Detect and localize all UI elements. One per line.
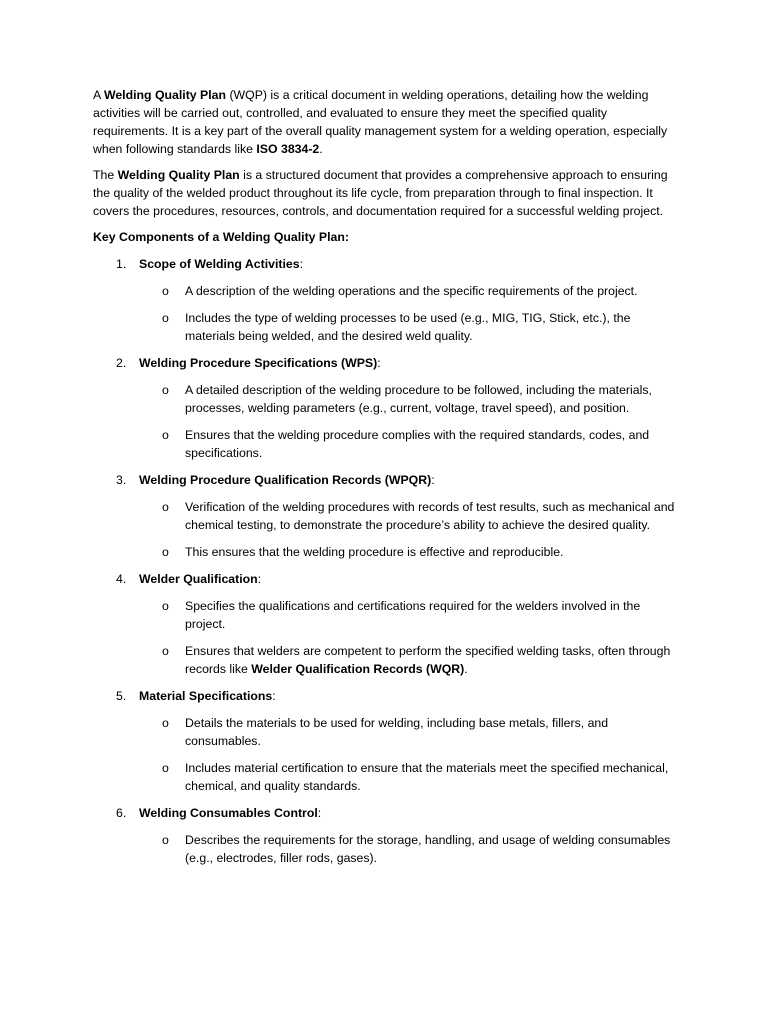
bullet-icon: o [162,428,169,442]
list-item: 5. Material Specifications: o Details the materials to be used for welding, including base metals, fillers, and consumables. o Includes material certification to ensure that the materials meet the specified mechanical, chemical, and quality standards. [93,687,683,795]
intro-paragraph-1 [93,86,683,158]
list-number: 1. [116,257,127,271]
sub-list-item: o Verification of the welding procedures with records of test results, such as mechanical and chemical testing, to demonstrate the procedure’s ability to achieve the desired quality. [162,500,675,532]
list-number: 3. [116,473,127,487]
bullet-icon: o [162,599,169,613]
text: A [93,88,104,102]
sub-list-item: o Specifies the qualifications and certifications required for the welders involved in the project. [162,599,641,631]
sub-list-item: o Ensures that welders are competent to perform the specified welding tasks, often through records like Welder Qualification Records (WQR). [162,644,671,676]
sub-list-item: o Includes material certification to ensure that the materials meet the specified mechanical, chemical, and quality standards. [162,761,669,793]
bullet-icon: o [162,545,169,559]
sub-list-item: o Details the materials to be used for welding, including base metals, fillers, and consumables. [162,716,609,748]
item-title: Welding Consumables Control [139,806,318,820]
item-title: Welding Procedure Qualification Records (WPQR) [139,473,432,487]
sub-list [139,282,683,345]
sub-list-item: o Includes the type of welding processes to be used (e.g., MIG, TIG, Stick, etc.), the materials being welded, and the desired weld quality. [162,311,631,343]
sub-list-item: o Describes the requirements for the storage, handling, and usage of welding consumables (e.g., electrodes, filler rods, gases). [162,833,671,865]
list-number: 4. [116,572,127,586]
bullet-icon: o [162,383,169,397]
list-item: 3. Welding Procedure Qualification Records (WPQR): o Verification of the welding procedures with records of test results, such as mechanical and chemical testing, to demonstrate the procedure’s ability to achieve the desired quality. o This ensures that the welding procedure is effective and reproducible. [93,471,683,561]
item-title: Material Specifications [139,689,273,703]
bullet-icon: o [162,284,169,298]
bullet-icon: o [162,500,169,514]
sub-list-item: o A description of the welding operations and the specific requirements of the project. [162,284,638,298]
bullet-icon: o [162,833,169,847]
item-title: Welder Qualification [139,572,258,586]
section-heading: Key Components of a Welding Quality Plan: [93,230,349,244]
document-page [93,86,683,876]
sub-list [139,381,683,462]
sub-list-item: o This ensures that the welding procedure is effective and reproducible. [162,545,564,559]
bold-term: Welding Quality Plan [117,168,240,182]
text: . [319,142,323,156]
list-item: 2. Welding Procedure Specifications (WPS): o A detailed description of the welding procedure to be followed, including the materials, processes, welding parameters (e.g., current, voltage, travel speed), and position. o Ensures that the welding procedure complies with the required standards, codes, and specifications. [93,354,683,462]
bullet-icon: o [162,761,169,775]
sub-list-item: o Ensures that the welding procedure complies with the required standards, codes, and specifications. [162,428,650,460]
item-title: Welding Procedure Specifications (WPS) [139,356,378,370]
list-item: 4. Welder Qualification: o Specifies the qualifications and certifications required for the welders involved in the project. o Ensures that welders are competent to perform the specified welding tasks, often through records like Welder Qualification Records (WQR). [93,570,683,678]
intro-paragraph-2 [93,166,683,220]
bold-term: Welder Qualification Records (WQR) [251,662,465,676]
bullet-icon: o [162,644,169,658]
bullet-icon: o [162,716,169,730]
sub-list [139,831,683,867]
text: is a structured document that provides a comprehensive approach to ensuring the quality of the welded product throughout its life cycle, from preparation through to final inspection. It covers the procedures, resources, controls, and documentation required for a successful welding project. [93,168,668,218]
text: (WQP) is a critical document in welding operations, detailing how the welding activities will be carried out, controlled, and evaluated to ensure they meet the specified quality requirements. It is a key part of the overall quality management system for a welding operation, especially when following standards like [93,88,668,156]
sub-list [139,498,683,561]
sub-list [139,714,683,795]
text: The [93,168,118,182]
list-item: 1. Scope of Welding Activities: o A description of the welding operations and the specific requirements of the project. o Includes the type of welding processes to be used (e.g., MIG, TIG, Stick, etc.), the materials being welded, and the desired weld quality. [93,255,683,345]
item-title: Scope of Welding Activities [139,257,300,271]
list-number: 2. [116,356,127,370]
list-item: 6. Welding Consumables Control: o Describes the requirements for the storage, handling, and usage of welding consumables (e.g., electrodes, filler rods, gases). [93,804,683,867]
bullet-icon: o [162,311,169,325]
components-list [93,255,683,867]
bold-term: Welding Quality Plan [103,88,227,102]
list-number: 5. [116,689,127,703]
sub-list [139,597,683,678]
sub-list-item: o A detailed description of the welding procedure to be followed, including the materials, processes, welding parameters (e.g., current, voltage, travel speed), and position. [162,383,652,415]
list-number: 6. [116,806,127,820]
bold-standard: ISO 3834-2 [256,142,320,156]
